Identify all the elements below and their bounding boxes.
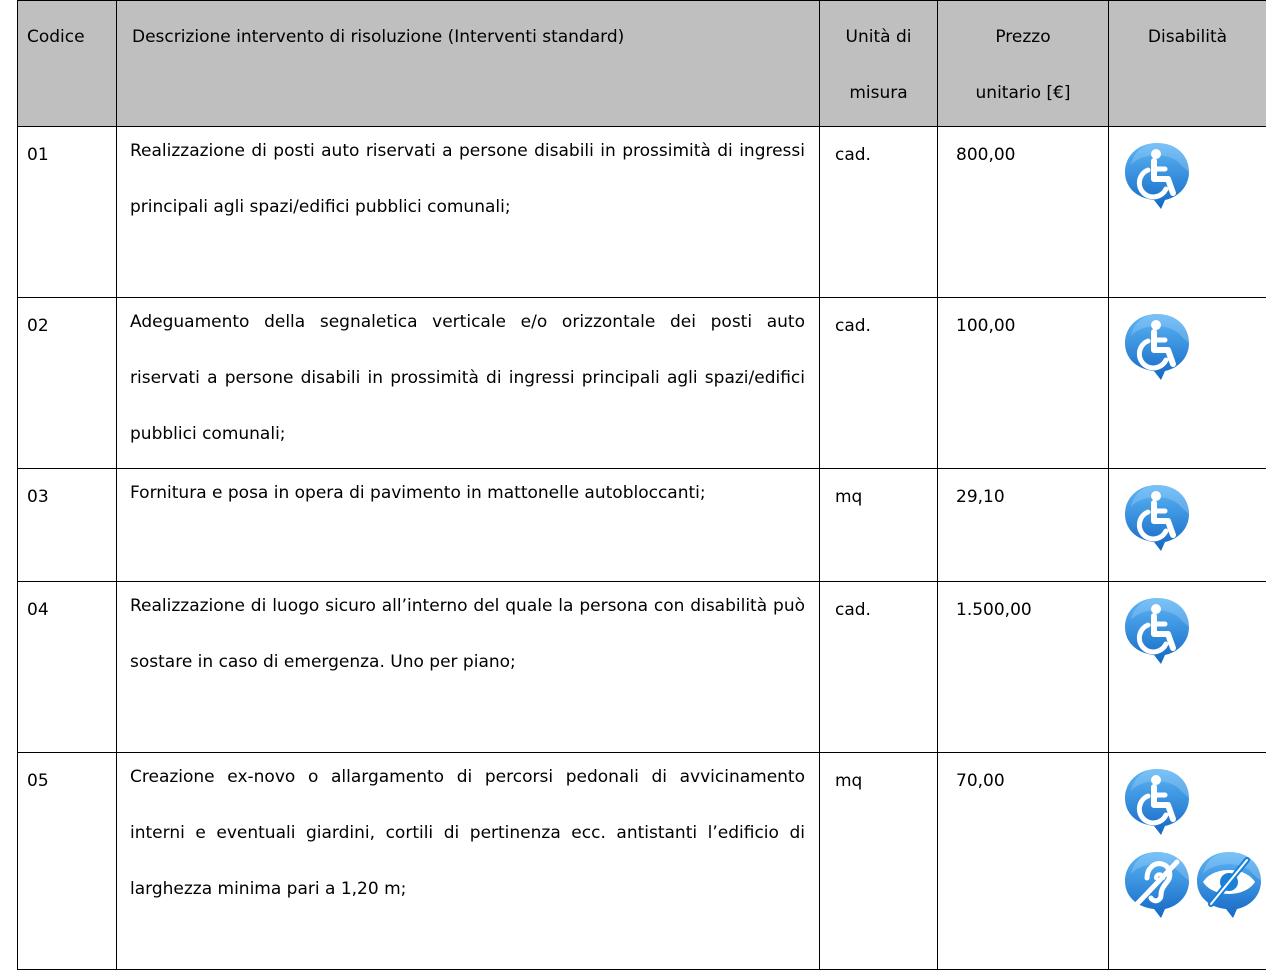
cell-disability: [1109, 753, 1266, 970]
icon-row: [1121, 848, 1266, 925]
cell-unit: [820, 127, 938, 298]
header-price-line1: Prezzo: [938, 21, 1108, 53]
cell-price: [938, 753, 1109, 970]
row-description: Creazione ex-novo o allargamento di percorsi pedonali di avvicinamento interni e eventuali giardini, cortili di pertinenza ecc. antistanti l’edificio di larghezza minima pari a 1,20 m;: [117, 741, 819, 917]
row-description: Realizzazione di posti auto riservati a persone disabili in prossimità di ingressi principali agli spazi/edifici pubblici comunali;: [117, 115, 819, 235]
row-code: 03: [18, 469, 116, 517]
header-price-label: [938, 1, 1108, 109]
wheelchair-icon: [1121, 139, 1193, 211]
table-row: [18, 127, 1266, 298]
row-unit: mq: [820, 753, 937, 801]
header-unit: [820, 1, 938, 127]
row-price: 800,00: [938, 127, 1108, 175]
interventions-table: [17, 0, 1266, 970]
row-price: 1.500,00: [938, 582, 1108, 630]
cell-description: [117, 298, 820, 469]
cell-code: [18, 298, 117, 469]
cell-unit: [820, 753, 938, 970]
header-unit-label: [820, 1, 937, 109]
row-code: 02: [18, 298, 116, 346]
cell-price: [938, 127, 1109, 298]
cell-disability: [1109, 469, 1266, 582]
row-unit: cad.: [820, 298, 937, 346]
cell-code: [18, 127, 117, 298]
cell-description: [117, 582, 820, 753]
cell-description: [117, 469, 820, 582]
header-price: [938, 1, 1109, 127]
cell-unit: [820, 582, 938, 753]
row-description: Adeguamento della segnaletica verticale e/o orizzontale dei posti auto riservati a persone disabili in prossimità di ingressi principali agli spazi/edifici pubblici comunali;: [117, 286, 819, 462]
cell-unit: [820, 469, 938, 582]
disability-icons: [1109, 469, 1266, 558]
header-unit-line2: misura: [820, 77, 937, 109]
wheelchair-icon: [1121, 765, 1193, 837]
disability-icons: [1109, 582, 1266, 671]
hearing-impaired-icon: [1121, 848, 1193, 920]
row-unit: mq: [820, 469, 937, 517]
cell-unit: [820, 298, 938, 469]
header-price-line2: unitario [€]: [938, 77, 1108, 109]
wheelchair-icon: [1121, 310, 1193, 382]
row-unit: cad.: [820, 582, 937, 630]
cell-price: [938, 469, 1109, 582]
header-unit-line1: Unità di: [820, 21, 937, 53]
row-description: Fornitura e posa in opera di pavimento in mattonelle autobloccanti;: [117, 457, 819, 521]
cell-disability: [1109, 582, 1266, 753]
table-row: [18, 753, 1266, 970]
cell-description: [117, 127, 820, 298]
header-description: [117, 1, 820, 127]
wheelchair-icon: [1121, 481, 1193, 553]
disability-icons: [1109, 298, 1266, 387]
cell-price: [938, 298, 1109, 469]
row-price: 29,10: [938, 469, 1108, 517]
row-code: 01: [18, 127, 116, 175]
row-unit: cad.: [820, 127, 937, 175]
cell-code: [18, 753, 117, 970]
disability-icons: [1109, 753, 1266, 925]
table-header-row: [18, 1, 1266, 127]
row-description: Realizzazione di luogo sicuro all’interno del quale la persona con disabilità può sostare in caso di emergenza. Uno per piano;: [117, 570, 819, 690]
header-code-label: Codice: [18, 1, 116, 53]
row-price: 70,00: [938, 753, 1108, 801]
header-description-label: Descrizione intervento di risoluzione (Interventi standard): [117, 1, 819, 53]
cell-price: [938, 582, 1109, 753]
row-code: 04: [18, 582, 116, 630]
table-row: [18, 469, 1266, 582]
cell-disability: [1109, 298, 1266, 469]
cell-description: [117, 753, 820, 970]
visually-impaired-icon: [1193, 848, 1265, 920]
row-code: 05: [18, 753, 116, 801]
table-row: [18, 582, 1266, 753]
cell-disability: [1109, 127, 1266, 298]
row-price: 100,00: [938, 298, 1108, 346]
wheelchair-icon: [1121, 594, 1193, 666]
header-code: [18, 1, 117, 127]
header-disability: [1109, 1, 1266, 127]
cell-code: [18, 582, 117, 753]
cell-code: [18, 469, 117, 582]
disability-icons: [1109, 127, 1266, 216]
table-row: [18, 298, 1266, 469]
header-disability-label: Disabilità: [1109, 1, 1266, 53]
